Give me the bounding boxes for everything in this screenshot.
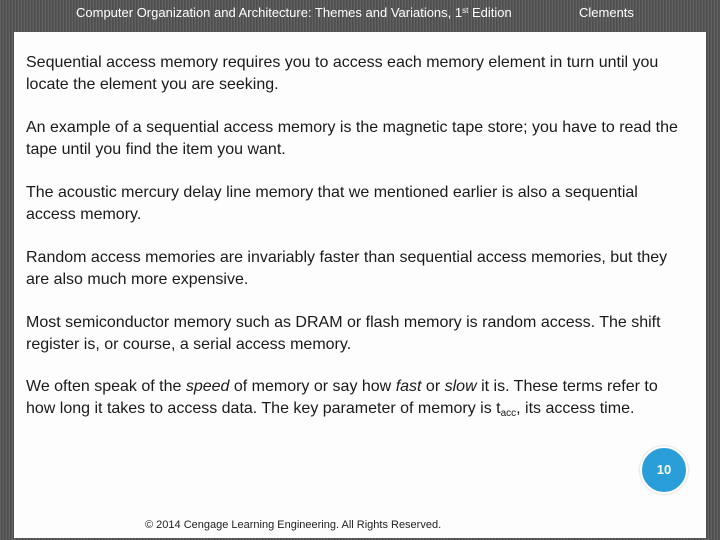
header-title-prefix: Computer Organization and Architecture: Themes and Variations, 1	[76, 5, 463, 20]
access-time-text-2: of memory or say how	[229, 378, 396, 395]
access-time-text-5: , its access time.	[516, 399, 635, 417]
t-acc-subscript: acc	[500, 407, 517, 419]
emphasis-fast: fast	[395, 378, 422, 395]
paragraph-access-time	[26, 376, 686, 419]
paragraph-sequential-access: Sequential access memory requires you to access each memory element in turn until you locate the element you are seeking.	[26, 54, 659, 93]
header-author: Clements	[579, 5, 634, 20]
paragraph-delay-line: The acoustic mercury delay line memory that we mentioned earlier is also a sequential access memory.	[26, 184, 638, 223]
paragraph-random-access: Random access memories are invariably faster than sequential access memories, but they are also much more expensive.	[26, 249, 668, 288]
paragraph-magnetic-tape: An example of a sequential access memory is the magnetic tape store; you have to read the tape until you find the item you want.	[26, 119, 678, 158]
header-title-suffix: Edition	[468, 5, 512, 20]
paragraph-semiconductor-memory: Most semiconductor memory such as DRAM or flash memory is random access. The shift register is, or course, a serial access memory.	[26, 314, 661, 353]
emphasis-speed: speed	[185, 378, 230, 395]
access-time-text-1: We often speak of the	[26, 378, 186, 395]
access-time-text-3: or	[421, 378, 445, 395]
access-time-text-4: it is. These terms refer to how long it takes to access data. The key parameter of memory is t	[26, 378, 658, 417]
page-number-badge: 10	[640, 446, 688, 494]
header-title	[76, 5, 512, 20]
emphasis-slow: slow	[444, 378, 477, 395]
copyright-footer: © 2014 Cengage Learning Engineering. All Rights Reserved.	[145, 519, 442, 531]
header-title-superscript: st	[462, 6, 469, 15]
